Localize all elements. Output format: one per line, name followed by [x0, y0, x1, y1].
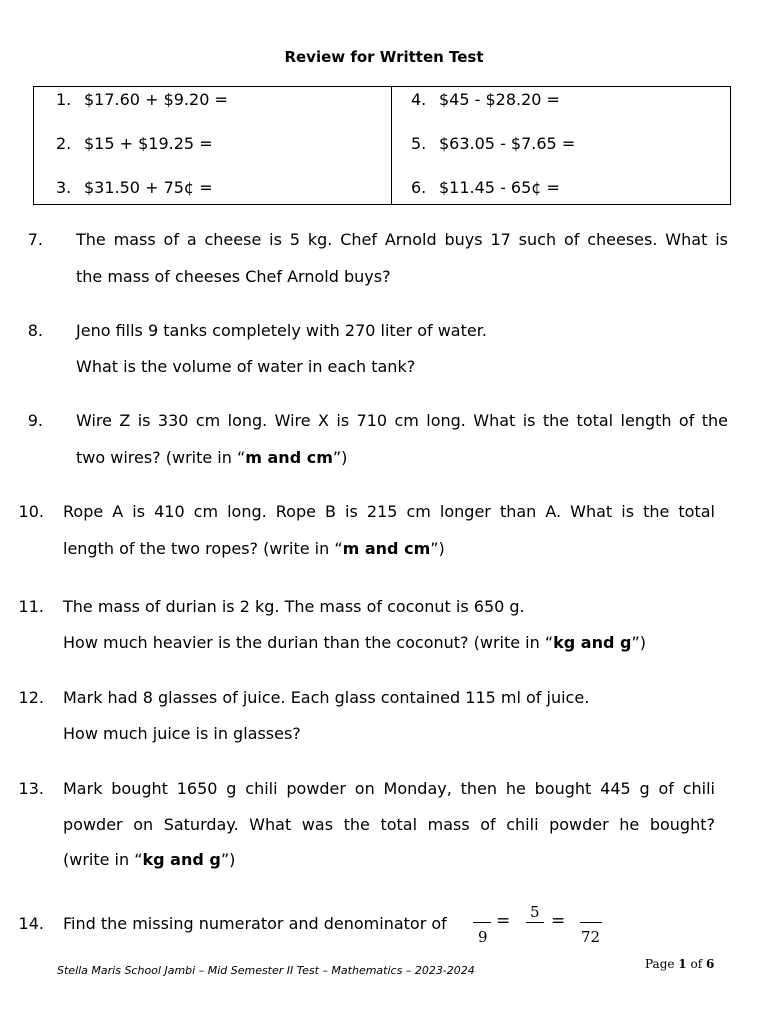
question-text: The mass of a cheese is 5 kg. Chef Arnold buys 17 such of cheeses. What is [76, 230, 728, 249]
fraction-1-denominator: 9 [478, 928, 488, 946]
text-part: (write in “ [63, 850, 143, 869]
problem-number: 1. [56, 90, 72, 109]
problem-text: $11.45 - 65¢ = [439, 178, 560, 197]
problem-5 [411, 134, 575, 153]
text-part: ”) [220, 850, 236, 869]
box-divider [391, 87, 392, 204]
question-text: Rope A is 410 cm long. Rope B is 215 cm longer than A. What is the total [63, 502, 715, 521]
question-text: Mark bought 1650 g chili powder on Monday, then he bought 445 g of chili [63, 779, 715, 798]
unit-hint: kg and g [553, 633, 632, 652]
question-text: How much juice is in glasses? [63, 724, 301, 743]
footer-text: Stella Maris School Jambi – Mid Semester II Test – Mathematics – 2023-2024 [57, 964, 475, 977]
problem-number: 4. [411, 90, 427, 109]
question-number: 7. [27, 230, 43, 249]
page-number [645, 957, 714, 971]
question-text [76, 448, 347, 467]
problem-text: $45 - $28.20 = [439, 90, 560, 109]
question-number: 12. [18, 688, 44, 707]
page-total: 6 [705, 957, 715, 971]
question-text: Find the missing numerator and denominator of [63, 914, 447, 933]
question-text: The mass of durian is 2 kg. The mass of coconut is 650 g. [63, 597, 525, 616]
problem-6 [411, 178, 560, 197]
question-number: 8. [27, 321, 43, 340]
text-part: length of the two ropes? (write in “ [63, 539, 343, 558]
problem-text: $31.50 + 75¢ = [84, 178, 213, 197]
question-text [63, 850, 235, 869]
problem-4 [411, 90, 560, 109]
fraction-2-numerator: 5 [530, 903, 540, 921]
question-text: What is the volume of water in each tank? [76, 357, 416, 376]
fraction-bar-1 [473, 922, 491, 923]
page-current: 1 [678, 957, 687, 971]
question-text [63, 539, 445, 558]
text-part: How much heavier is the durian than the coconut? (write in “ [63, 633, 554, 652]
question-text: the mass of cheeses Chef Arnold buys? [76, 267, 391, 286]
problem-text: $15 + $19.25 = [84, 134, 213, 153]
question-number: 9. [27, 411, 43, 430]
problem-1 [56, 90, 228, 109]
question-number: 13. [18, 779, 44, 798]
fraction-bar-3 [580, 922, 602, 923]
question-number: 11. [18, 597, 44, 616]
unit-hint: m and cm [342, 539, 431, 558]
text-part: ”) [430, 539, 445, 558]
problem-number: 5. [411, 134, 427, 153]
question-text: Wire Z is 330 cm long. Wire X is 710 cm long. What is the total length of the [76, 411, 728, 430]
problem-number: 2. [56, 134, 72, 153]
question-number: 10. [18, 502, 44, 521]
problem-2 [56, 134, 213, 153]
text-part: ”) [332, 448, 348, 467]
page-of: of [686, 957, 706, 971]
problem-text: $17.60 + $9.20 = [84, 90, 228, 109]
fraction-bar-2 [526, 922, 544, 923]
text-part: ”) [631, 633, 646, 652]
question-number: 14. [18, 914, 44, 933]
page-title: Review for Written Test [284, 48, 484, 66]
unit-hint: kg and g [142, 850, 221, 869]
question-text: powder on Saturday. What was the total mass of chili powder he bought? [63, 815, 715, 834]
problem-text: $63.05 - $7.65 = [439, 134, 576, 153]
problem-3 [56, 178, 213, 197]
unit-hint: m and cm [245, 448, 333, 467]
text-part: two wires? (write in “ [76, 448, 246, 467]
fraction-3-denominator: 72 [581, 928, 601, 946]
money-problems-box [33, 86, 731, 205]
equals-sign: = [551, 911, 566, 931]
problem-number: 3. [56, 178, 72, 197]
equals-sign: = [496, 911, 511, 931]
page-prefix: Page [645, 957, 679, 971]
question-text [63, 633, 646, 652]
question-text: Mark had 8 glasses of juice. Each glass contained 115 ml of juice. [63, 688, 590, 707]
problem-number: 6. [411, 178, 427, 197]
question-text: Jeno fills 9 tanks completely with 270 liter of water. [76, 321, 487, 340]
